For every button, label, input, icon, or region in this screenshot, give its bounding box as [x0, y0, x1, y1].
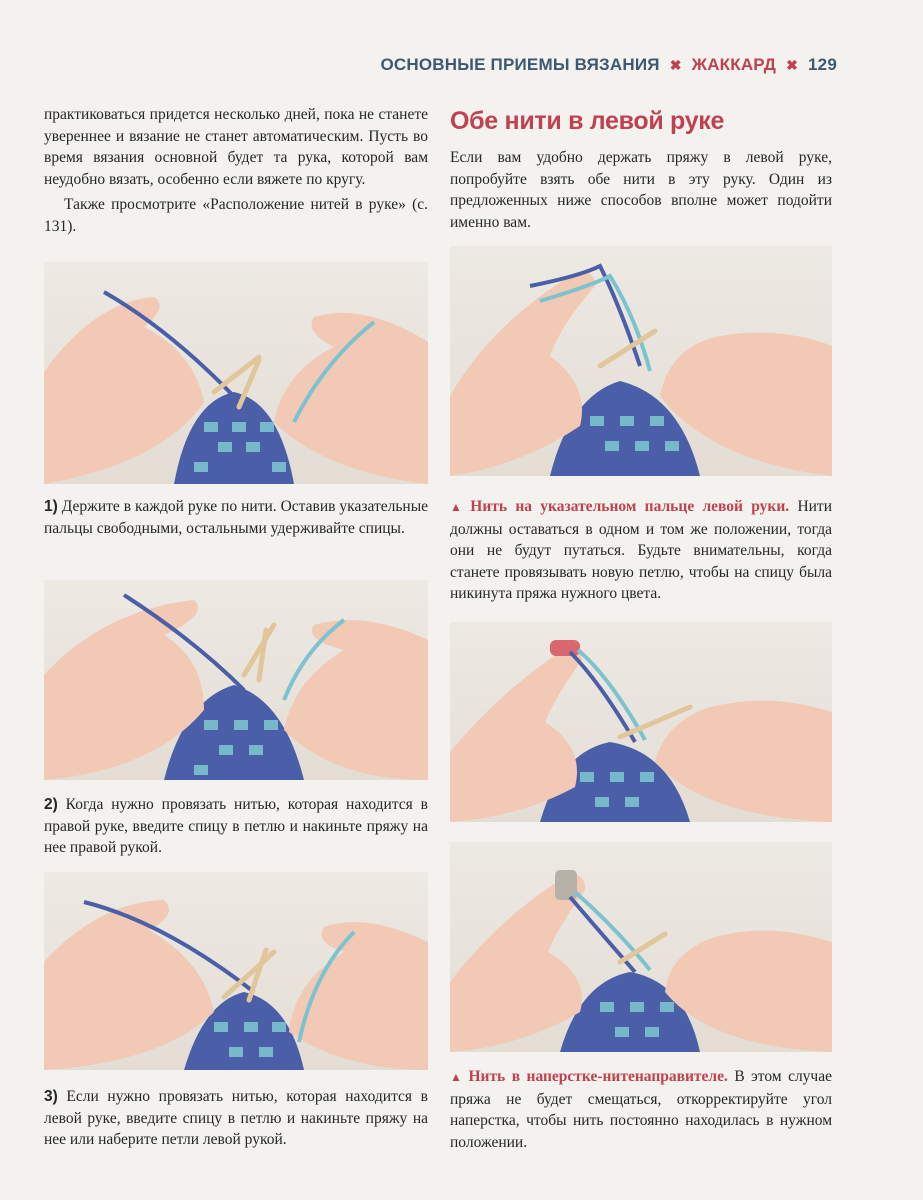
tip-title: Нить на указательном пальце левой руки. — [470, 498, 790, 515]
knitting-photo-step-3 — [44, 872, 428, 1070]
step-number: 3) — [44, 1088, 58, 1105]
left-intro-text — [44, 104, 428, 237]
step-2-caption — [44, 794, 428, 859]
knitting-photo-index-finger — [450, 246, 832, 476]
section-heading: Обе нити в левой руке — [450, 107, 725, 135]
page-number: 129 — [808, 55, 837, 74]
right-intro-text — [450, 147, 832, 233]
knitting-photo-thimble — [450, 842, 832, 1052]
tip-2-caption — [450, 1066, 832, 1153]
section-title: ОСНОВНЫЕ ПРИЕМЫ ВЯЗАНИЯ — [380, 55, 660, 74]
step-number: 1) — [44, 498, 58, 515]
tip-text: Нити должны оставаться в одном и том же положении, тогда они не будут путаться. Будьте внимательны, когда станете провязывать новую петлю, чтобы на спицу была никинута пряжа нужного цвета. — [450, 498, 832, 602]
step-text: Когда нужно провязать нитью, которая находится в правой руке, введите спицу в петлю и накиньте пряжу на нее правой рукой. — [44, 796, 429, 856]
step-number: 2) — [44, 796, 58, 813]
separator-icon: ✖ — [669, 56, 682, 73]
step-text: Если нужно провязать нитью, которая находится в левой руке, введите спицу в петлю и накиньте пряжу на нее или наберите петли левой рукой. — [44, 1088, 428, 1148]
step-1-caption — [44, 496, 428, 539]
step-text: Держите в каждой руке по нити. Оставив указательные пальцы свободными, остальными удерживайте спицы. — [44, 498, 428, 537]
step-3-caption — [44, 1086, 428, 1151]
intro-paragraph: практиковаться придется несколько дней, пока не станете увереннее и вязание не станет автоматическим. Пусть во время вязания основной будет та рука, которой вам неудобно вязать, особенно если вяжете по кругу. — [44, 106, 428, 188]
right-intro-paragraph: Если вам удобно держать пряжу в левой руке, попробуйте взять обе нити в эту руку. Один из предложенных ниже способов вполне может подойти именно вам. — [450, 149, 832, 231]
separator-icon: ✖ — [786, 56, 799, 73]
chapter-title: ЖАККАРД — [691, 55, 777, 74]
see-also-paragraph: Также просмотрите «Расположение нитей в руке» (с. 131). — [44, 196, 428, 235]
running-header — [380, 52, 837, 78]
tip-title: Нить в наперстке-нитенаправителе. — [468, 1068, 728, 1085]
knitting-photo-ring-guide — [450, 622, 832, 822]
triangle-icon: ▲ — [450, 1070, 465, 1084]
knitting-photo-step-2 — [44, 580, 428, 780]
triangle-icon: ▲ — [450, 500, 467, 514]
tip-text: В этом случае пряжа не будет смещаться, откорректируйте угол наперстка, чтобы нить постоянно находилась в нужном положении. — [450, 1068, 832, 1151]
tip-1-caption — [450, 496, 832, 605]
knitting-photo-step-1 — [44, 262, 428, 484]
